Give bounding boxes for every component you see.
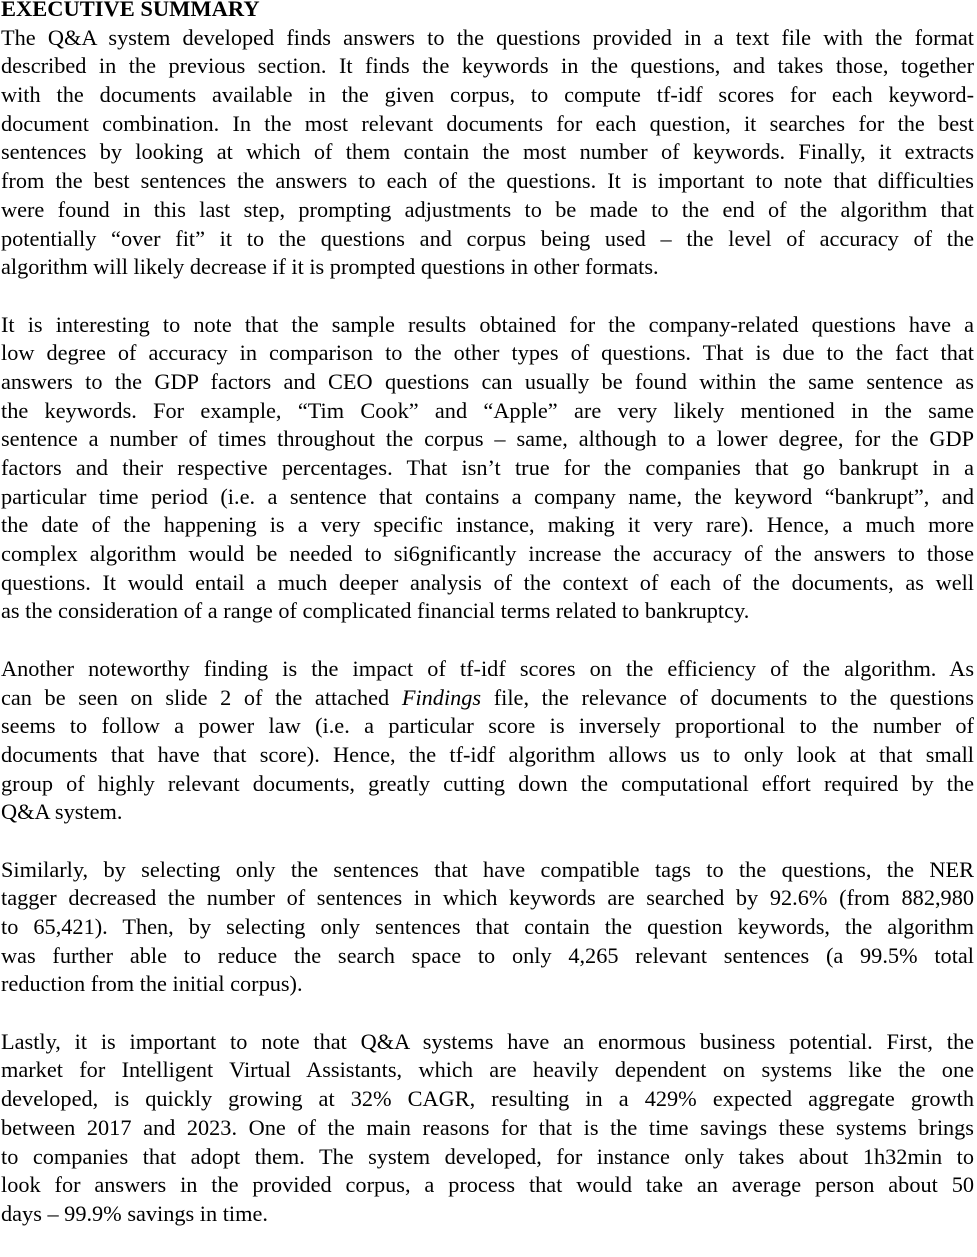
text-line: sentence a number of times throughout the corpus – same, although to a lower degree, for the GDP [1,426,974,452]
text-line: market for Intelligent Virtual Assistants, which are heavily dependent on systems like the one [1,1057,974,1083]
text-line: tagger decreased the number of sentences in which keywords are searched by 92.6% (from 882,980 [1,885,974,911]
text-line: Lastly, it is important to note that Q&A systems have an enormous business potential. First, the [1,1028,974,1054]
text-line: from the best sentences the answers to each of the questions. It is important to note that difficulties [1,168,974,194]
paragraph-ner-reduction [1,856,974,999]
text-line: document combination. In the most relevant documents for each question, it searches for the best [1,110,974,136]
text-run: file, the relevance of documents to the questions [481,684,974,710]
text-line: described in the previous section. It finds the keywords in the questions, and takes those, together [1,53,974,79]
section-heading: EXECUTIVE SUMMARY [1,0,260,21]
text-line: Another noteworthy finding is the impact of tf-idf scores on the efficiency of the algorithm. As [1,655,974,681]
text-line: with the documents available in the given corpus, to compute tf-idf scores for each keyword- [1,82,974,108]
text-line: particular time period (i.e. a sentence that contains a company name, the keyword “bankrupt”, and [1,483,974,509]
text-line: was further able to reduce the search space to only 4,265 relevant sentences (a 99.5% total [1,942,974,968]
text-run: can be seen on slide 2 of the attached [1,684,402,710]
text-line: low degree of accuracy in comparison to the other types of questions. That is due to the fact that [1,340,974,366]
text-line: documents that have that score). Hence, the tf-idf algorithm allows us to only look at that small [1,741,974,767]
text-line: the keywords. For example, “Tim Cook” and “Apple” are very likely mentioned in the same [1,397,974,423]
text-line: reduction from the initial corpus). [1,971,303,997]
text-line: between 2017 and 2023. One of the main reasons for that is the time savings these systems brings [1,1114,974,1140]
text-line: to 65,421). Then, by selecting only sentences that contain the question keywords, the algorithm [1,914,974,939]
text-line: were found in this last step, prompting adjustments to be made to the end of the algorithm that [1,196,974,222]
paragraph-business-potential [1,1028,974,1229]
text-line: It is interesting to note that the sample results obtained for the company-related questions have a [1,311,974,337]
text-line: potentially “over fit” it to the questions and corpus being used – the level of accuracy of the [1,225,974,251]
findings-file-reference: Findings [401,684,482,710]
document-page [1,0,974,1257]
text-line: questions. It would entail a much deeper analysis of the context of each of the documents, as well [1,569,974,595]
text-line: to companies that adopt them. The system developed, for instance only takes about 1h32min to [1,1143,974,1169]
text-line: look for answers in the provided corpus, a process that would take an average person about 50 [1,1172,974,1198]
text-line: group of highly relevant documents, greatly cutting down the computational effort required by the [1,770,974,796]
text-line: the date of the happening is a very specific instance, making it very rare). Hence, a much more [1,512,974,538]
text-line: seems to follow a power law (i.e. a particular score is inversely proportional to the number of [1,713,974,739]
text-line: algorithm will likely decrease if it is prompted questions in other formats. [1,254,659,280]
paragraph-tfidf-findings [1,655,974,827]
text-line: Q&A system. [1,799,123,825]
text-line-with-italic [1,684,974,713]
text-line: sentences by looking at which of them contain the most number of keywords. Finally, it extracts [1,139,974,165]
text-line: answers to the GDP factors and CEO questions can usually be found within the same sentence as [1,368,974,394]
text-line: Similarly, by selecting only the sentences that have compatible tags to the questions, the NER [1,856,974,882]
text-line: developed, is quickly growing at 32% CAGR, resulting in a 429% expected aggregate growth [1,1086,974,1112]
text-line: days – 99.9% savings in time. [1,1200,268,1226]
paragraph-overview [1,24,974,282]
text-line: The Q&A system developed finds answers to the questions provided in a text file with the format [1,24,974,50]
text-line: as the consideration of a range of complicated financial terms related to bankruptcy. [1,598,750,624]
paragraph-accuracy [1,311,974,627]
text-line: complex algorithm would be needed to si6gnificantly increase the accuracy of the answers to those [1,541,974,567]
text-line: factors and their respective percentages. That isn’t true for the companies that go bankrupt in a [1,455,974,480]
